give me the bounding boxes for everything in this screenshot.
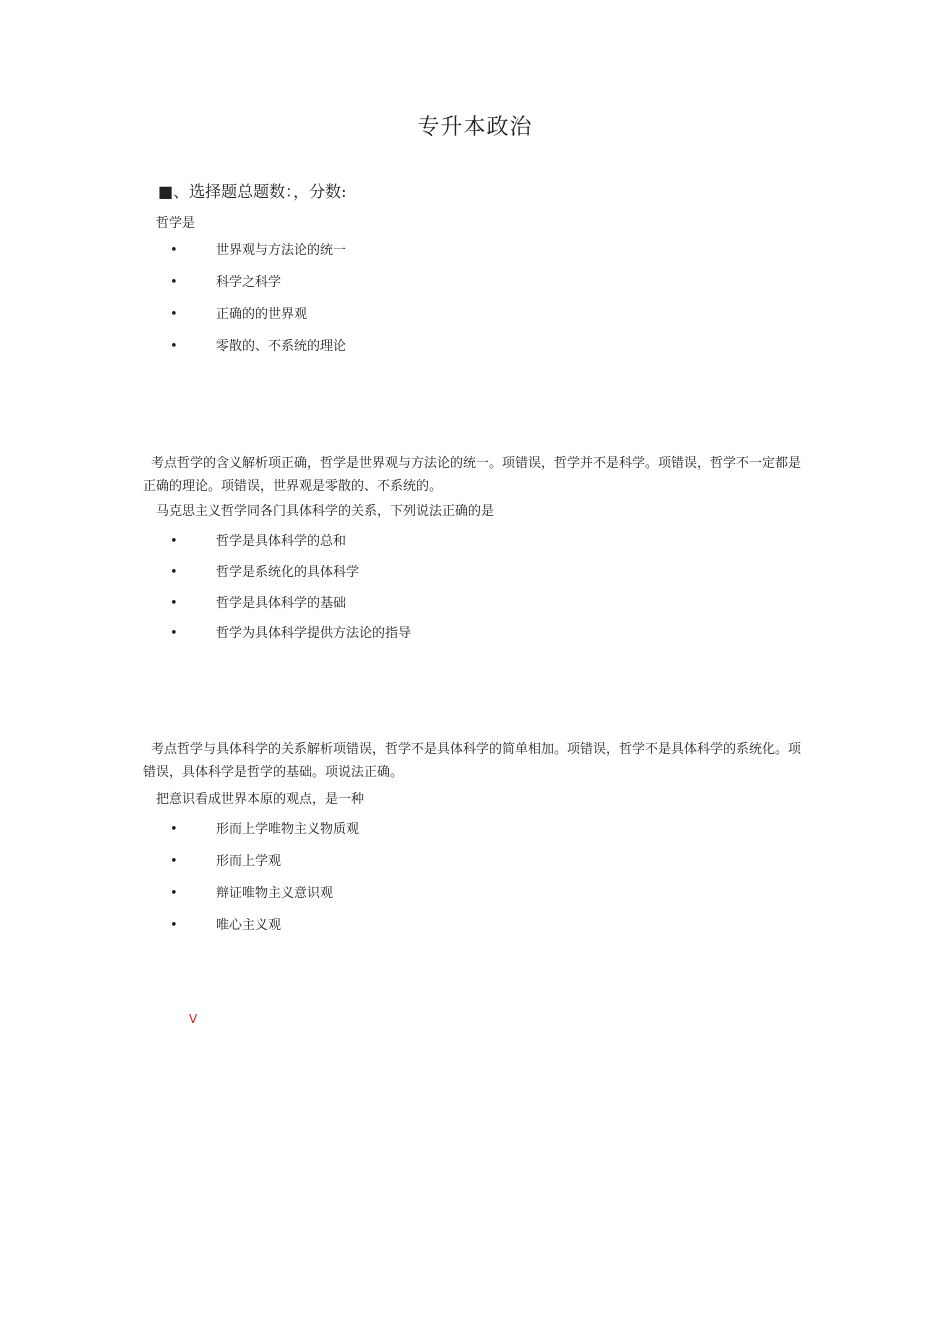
option-text: 哲学为具体科学提供方法论的指导 — [216, 626, 412, 641]
option-text: 零散的、不系统的理论 — [216, 339, 347, 354]
option-text: 形而上学观 — [216, 854, 282, 869]
bullet-icon: • — [170, 275, 178, 290]
bullet-icon: • — [170, 822, 178, 837]
option-text: 辩证唯物主义意识观 — [216, 886, 334, 901]
bullet-icon: • — [170, 307, 178, 322]
option-text: 哲学是具体科学的基础 — [216, 596, 347, 611]
answer-mark: V — [189, 1012, 198, 1026]
option-text: 正确的的世界观 — [216, 307, 308, 322]
bullet-icon: • — [170, 626, 178, 641]
section-heading: ■、选择题总题数：，分数: — [158, 182, 347, 201]
bullet-icon: • — [170, 339, 178, 354]
question-2-explanation: 考点哲学与具体科学的关系解析项错误，哲学不是具体科学的简单相加。项错误，哲学不是具体科学的系统化。项错误，具体科学是哲学的基础。项说法正确。 — [143, 742, 802, 780]
bullet-icon: • — [170, 243, 178, 258]
bullet-icon: • — [170, 534, 178, 549]
question-1-explanation: 考点哲学的含义解析项正确，哲学是世界观与方法论的统一。项错误，哲学并不是科学。项错误，哲学不一定都是正确的理论。项错误，世界观是零散的、不系统的。 — [143, 456, 802, 494]
page-title: 专升本政治 — [417, 115, 533, 140]
bullet-icon: • — [170, 596, 178, 611]
bullet-icon: • — [170, 854, 178, 869]
bullet-icon: • — [170, 886, 178, 901]
question-1-stem: 哲学是 — [156, 216, 196, 231]
question-3-stem: 把意识看成世界本原的观点，是一种 — [156, 792, 365, 807]
option-text: 哲学是系统化的具体科学 — [216, 565, 360, 580]
question-2-stem: 马克思主义哲学同各门具体科学的关系，下列说法正确的是 — [156, 504, 495, 519]
option-text: 形而上学唯物主义物质观 — [216, 822, 360, 837]
option-text: 科学之科学 — [216, 275, 282, 290]
bullet-icon: • — [170, 565, 178, 580]
option-text: 唯心主义观 — [216, 918, 282, 933]
option-text: 哲学是具体科学的总和 — [216, 534, 347, 549]
option-text: 世界观与方法论的统一 — [216, 243, 347, 258]
bullet-icon: • — [170, 918, 178, 933]
